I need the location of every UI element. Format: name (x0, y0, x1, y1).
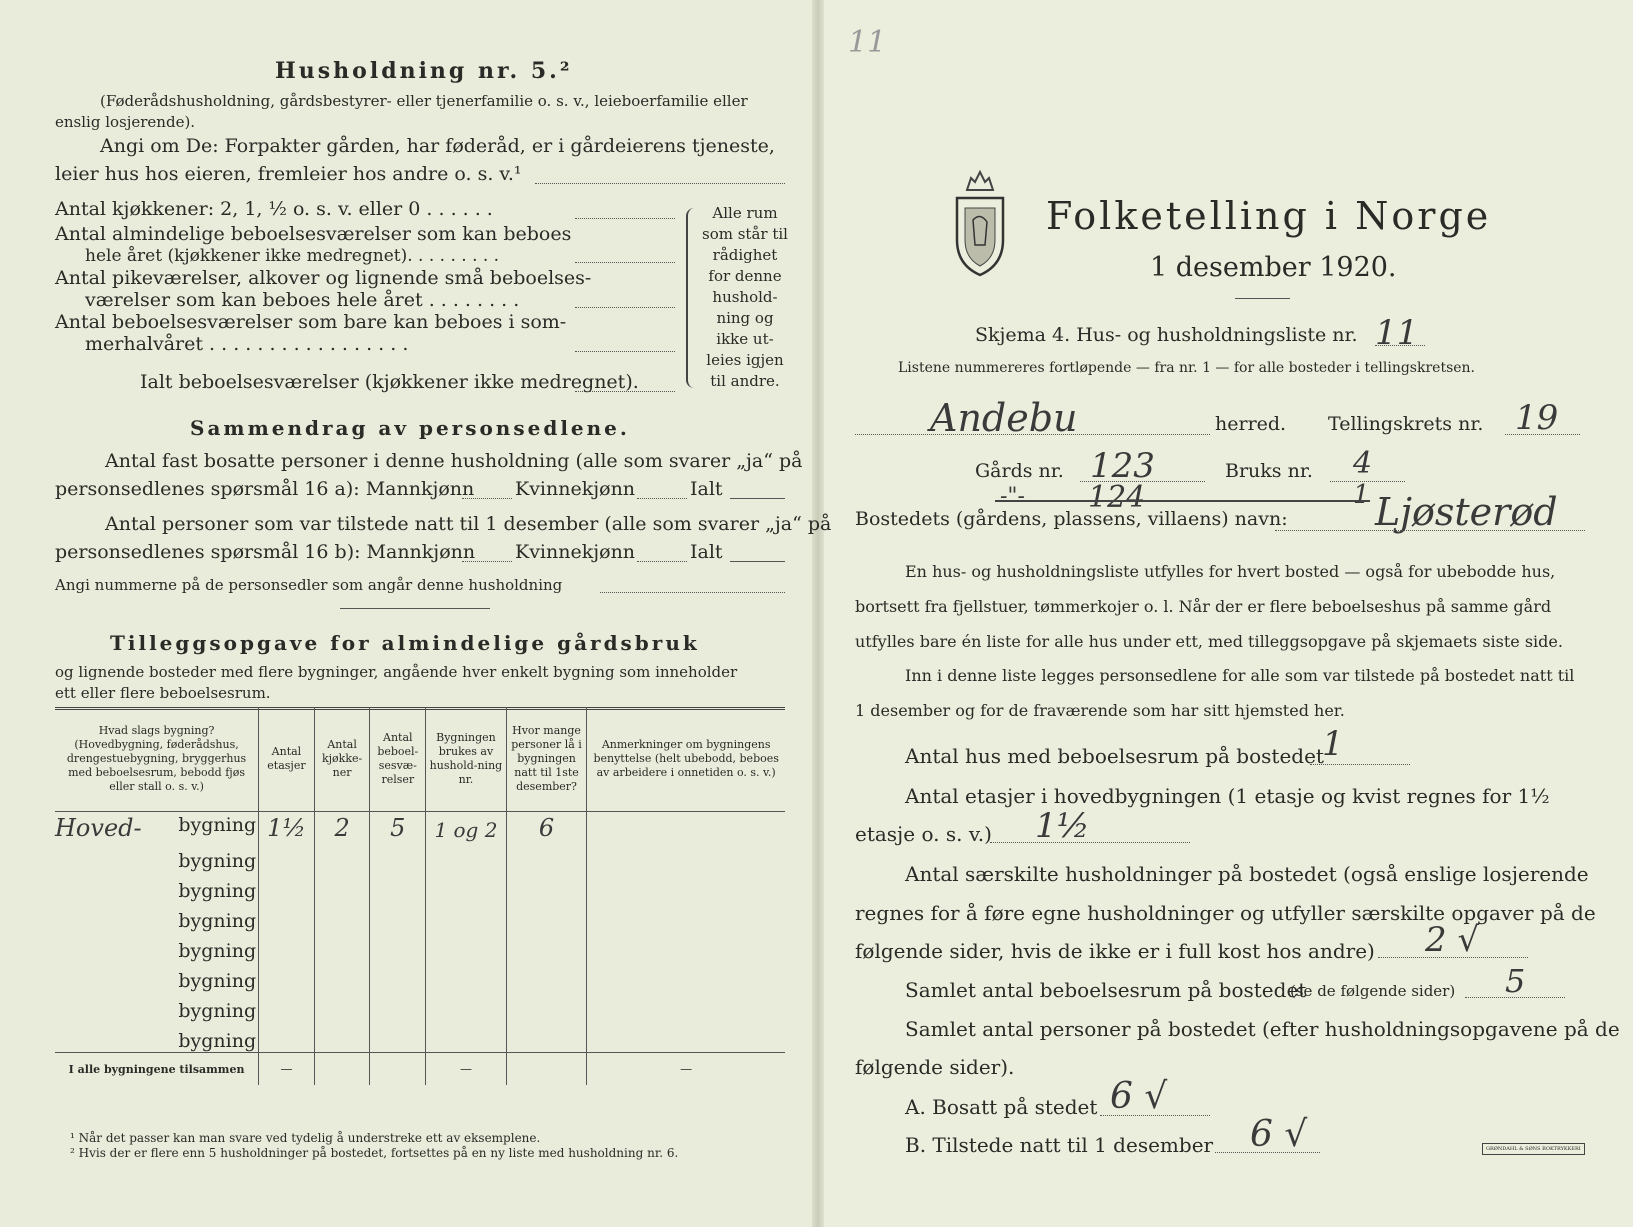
summary-b-total: Ialt (690, 541, 723, 563)
hush-value[interactable]: 2 √ (1425, 920, 1480, 960)
husholdning-cell[interactable] (426, 1022, 507, 1053)
brace-note-line: ning og (716, 309, 774, 327)
tilstede-line (1215, 1152, 1320, 1153)
footnote-1: ¹ Når det passer kan man svare ved tydelig å understreke ett av eksemplene. (70, 1131, 541, 1145)
kjokken-cell[interactable] (314, 962, 370, 992)
brace-note-line: hushold- (712, 288, 778, 306)
rum-cell[interactable] (370, 962, 426, 992)
samlet-pers-label-2: følgende sider). (855, 1055, 1015, 1079)
pike-answer-line[interactable] (575, 307, 675, 308)
personer-cell[interactable] (506, 962, 587, 992)
summary-title: Sammendrag av personsedlene. (190, 416, 630, 440)
total-cell[interactable]: — (259, 1053, 315, 1086)
summary-b-female: Kvinnekjønn (515, 541, 636, 563)
remarks-cell[interactable] (587, 1022, 785, 1053)
table-header-3: Antal beboel-sesvæ-relser (370, 707, 426, 812)
remarks-cell[interactable] (587, 992, 785, 1022)
corner-mark: 11 (848, 25, 887, 60)
samlet-pers-label-1: Samlet antal personer på bostedet (efter husholdningsopgavene på de (905, 1017, 1620, 1041)
title-divider (1235, 298, 1290, 299)
kitchens-answer-line[interactable] (575, 218, 675, 219)
rooms-answer-line[interactable] (575, 262, 675, 263)
hus-label: Antal hus med beboelsesrum på bostedet (905, 744, 1324, 768)
husholdning-cell[interactable] (426, 992, 507, 1022)
personer-cell[interactable] (506, 902, 587, 932)
kjokken-cell[interactable]: 2 (314, 812, 370, 843)
bosatt-value[interactable]: 6 √ (1110, 1076, 1168, 1117)
kjokken-cell[interactable] (314, 872, 370, 902)
husholdning-cell[interactable] (426, 842, 507, 872)
table-header-6: Anmerkninger om bygningens benyttelse (helt ubebodd, beboes av arbeidere i onnetiden o. s. v.) (587, 707, 785, 812)
brace-note-line: rådighet (712, 246, 778, 264)
summer-answer-line[interactable] (575, 351, 675, 352)
hush-label-3: følgende sider, hvis de ikke er i full kost hos andre) (855, 939, 1375, 963)
rum-cell[interactable]: 5 (370, 812, 426, 843)
summary-a-total: Ialt (690, 478, 723, 500)
bosted-label: Bostedets (gårdens, plassens, villaens) navn: (855, 508, 1288, 530)
pike-label-1: Antal pikeværelser, alkover og lignende små beboelses- (55, 267, 592, 289)
husholdning-cell[interactable] (426, 872, 507, 902)
summary-b-male-line[interactable] (462, 561, 512, 562)
total-cell[interactable] (370, 1053, 426, 1086)
total-cell[interactable]: — (426, 1053, 507, 1086)
brace (686, 208, 696, 388)
etasjer-cell[interactable] (259, 902, 315, 932)
coat-of-arms-icon (945, 160, 1015, 280)
total-rooms-label: Ialt beboelsesværelser (kjøkkener ikke medregnet). (140, 371, 639, 393)
table-row (55, 962, 785, 992)
table-row (55, 842, 785, 872)
summary-b-1: Antal personer som var tilstede natt til 1 desember (alle som svarer „ja“ på (105, 513, 832, 535)
bosted-value[interactable]: Ljøsterød (1375, 490, 1558, 534)
schema-label: Skjema 4. Hus- og husholdningsliste nr. (975, 324, 1358, 346)
summary-b-female-line[interactable] (637, 561, 687, 562)
building-type-cell[interactable]: bygning (55, 932, 259, 962)
question-angi-1: Angi om De: Forpakter gården, har føderåd, er i gårdeierens tjeneste, (100, 135, 775, 157)
angi-answer-line[interactable] (535, 183, 785, 184)
brace-note-line: som står til (702, 225, 788, 243)
census-title: Folketelling i Norge (1046, 194, 1492, 238)
rum-cell[interactable] (370, 902, 426, 932)
etasjer-label-2: etasje o. s. v.) (855, 822, 992, 846)
brace-note-line: Alle rum (712, 204, 778, 222)
instruction-4: Inn i denne liste legges personsedlene for alle som var tilstede på bostedet natt til (905, 666, 1575, 685)
hus-value[interactable]: 1 (1322, 724, 1344, 764)
census-date: 1 desember 1920. (1150, 252, 1397, 283)
remarks-cell[interactable] (587, 902, 785, 932)
rooms-label-2: hele året (kjøkkener ikke medregnet). . . . . . . . . (85, 246, 500, 266)
kjokken-cell[interactable] (314, 842, 370, 872)
building-type-cell[interactable]: bygning (55, 842, 259, 872)
samlet-rum-note: (se de følgende sider) (1290, 982, 1456, 1000)
summary-b-total-line[interactable] (730, 561, 785, 562)
personer-cell[interactable] (506, 872, 587, 902)
total-cell[interactable]: — (587, 1053, 785, 1086)
numbers-answer-line[interactable] (600, 592, 785, 593)
bruks-label: Bruks nr. (1225, 460, 1313, 482)
remarks-cell[interactable] (587, 872, 785, 902)
bosatt-line (1100, 1115, 1210, 1116)
krets-line (1505, 434, 1580, 435)
building-type-cell[interactable] (55, 812, 259, 843)
personer-cell[interactable] (506, 1022, 587, 1053)
table-header-0: Hvad slags bygning? (Hovedbygning, føderådshus, drengestuebygning, bryggerhus med beboelsesrum, bebodd fjøs eller stall o. s. v.) (55, 707, 259, 812)
building-type-cell[interactable]: bygning (55, 992, 259, 1022)
building-type-cell[interactable]: bygning (55, 962, 259, 992)
samlet-rum-line (1465, 997, 1565, 998)
table-row (55, 1022, 785, 1053)
samlet-rum-label: Samlet antal beboelsesrum på bostedet (905, 978, 1307, 1002)
summary-b-2: personsedlenes spørsmål 16 b): Mannkjønn (55, 541, 476, 563)
bosted-line (1275, 530, 1585, 531)
etasjer-cell[interactable] (259, 1022, 315, 1053)
building-type-cell[interactable]: bygning (55, 902, 259, 932)
remarks-cell[interactable] (587, 812, 785, 843)
krets-label: Tellingskrets nr. (1328, 413, 1484, 435)
etasjer-cell[interactable]: 1½ (259, 812, 315, 843)
personer-cell[interactable] (506, 932, 587, 962)
table-row (55, 902, 785, 932)
tilstede-label: B. Tilstede natt til 1 desember (905, 1133, 1214, 1157)
rum-cell[interactable] (370, 932, 426, 962)
etasjer-value[interactable]: 1½ (1035, 806, 1090, 846)
rum-cell[interactable] (370, 992, 426, 1022)
personer-cell[interactable]: 6 (506, 812, 587, 843)
husholdning-cell[interactable] (426, 962, 507, 992)
gards-value[interactable]: 123 (1090, 446, 1155, 486)
numbers-line-label: Angi nummerne på de personsedler som angår denne husholdning (55, 576, 563, 594)
rum-cell[interactable] (370, 1022, 426, 1053)
building-suffix: bygning (178, 814, 257, 836)
table-row (55, 932, 785, 962)
rum-cell[interactable] (370, 842, 426, 872)
summary-a-total-line[interactable] (730, 498, 785, 499)
table-header-5: Hvor mange personer lå i bygningen natt til 1ste desember? (506, 707, 587, 812)
summary-a-male-line[interactable] (462, 498, 512, 499)
bosatt-label: A. Bosatt på stedet (905, 1095, 1098, 1119)
kitchens-label: Antal kjøkkener: 2, 1, ½ o. s. v. eller 0 . . . . . . (55, 198, 493, 220)
instruction-1: En hus- og husholdningsliste utfylles for hvert bosted — også for ubebodde hus, (905, 562, 1556, 581)
brace-note-line: for denne (708, 267, 782, 285)
table-total-row (55, 1053, 785, 1086)
hush-label-2: regnes for å føre egne husholdninger og utfyller særskilte opgaver på de (855, 901, 1596, 925)
bruks-value-2[interactable]: 1 (1353, 480, 1370, 510)
kjokken-cell[interactable] (314, 1022, 370, 1053)
gards-label: Gårds nr. (975, 460, 1064, 482)
etasjer-line (990, 842, 1190, 843)
extra-desc-2: ett eller flere beboelsesrum. (55, 684, 271, 702)
husholdning-cell[interactable]: 1 og 2 (426, 812, 507, 843)
table-row (55, 992, 785, 1022)
household-note-2: enslig losjerende). (55, 113, 196, 131)
gards-value-2[interactable]: 124 (1088, 480, 1146, 515)
ditto-mark: -"- (1000, 484, 1025, 509)
brace-note-line: leies igjen (706, 351, 784, 369)
etasjer-cell[interactable] (259, 932, 315, 962)
herred-value[interactable]: Andebu (930, 396, 1078, 440)
household-title: Husholdning nr. 5.² (275, 58, 573, 84)
remarks-cell[interactable] (587, 842, 785, 872)
total-rooms-answer-line[interactable] (575, 391, 675, 392)
pike-label-2: værelser som kan beboes hele året . . . . . . . . (85, 289, 520, 311)
summary-a-female-line[interactable] (637, 498, 687, 499)
building-table (55, 707, 785, 1085)
extra-desc-1: og lignende bosteder med flere bygninger, angående hver enkelt bygning som inneholder (55, 663, 738, 681)
building-table-header (55, 707, 785, 812)
kjokken-cell[interactable] (314, 902, 370, 932)
rooms-label-1: Antal almindelige beboelsesværelser som kan beboes (55, 223, 572, 245)
total-cell[interactable] (506, 1053, 587, 1086)
footnote-2: ² Hvis der er flere enn 5 husholdninger på bostedet, fortsettes på en ny liste med husholdning nr. 6. (70, 1146, 679, 1160)
remarks-cell[interactable] (587, 932, 785, 962)
personer-cell[interactable] (506, 992, 587, 1022)
table-header-4: Bygningen brukes av hushold-ning nr. (426, 707, 507, 812)
summary-a-1: Antal fast bosatte personer i denne husholdning (alle som svarer „ja“ på (105, 450, 803, 472)
krets-value[interactable]: 19 (1515, 398, 1559, 438)
summer-label-1: Antal beboelsesværelser som bare kan beboes i som- (55, 311, 567, 333)
total-cell[interactable] (314, 1053, 370, 1086)
etasjer-cell[interactable] (259, 962, 315, 992)
kjokken-cell[interactable] (314, 992, 370, 1022)
herred-line (855, 434, 1210, 435)
table-row (55, 812, 785, 843)
bruks-value[interactable]: 4 (1353, 446, 1373, 481)
total-label: I alle bygningene tilsammen (55, 1053, 259, 1086)
building-type-cell[interactable]: bygning (55, 1022, 259, 1053)
etasjer-cell[interactable] (259, 992, 315, 1022)
kjokken-cell[interactable] (314, 932, 370, 962)
etasjer-cell[interactable] (259, 872, 315, 902)
hush-label-1: Antal særskilte husholdninger på bostedet (også enslige losjerende (905, 862, 1589, 886)
table-header-2: Antal kjøkke-ner (314, 707, 370, 812)
brace-note (700, 203, 790, 392)
table-row (55, 872, 785, 902)
household-note: (Føderådshusholdning, gårdsbestyrer- eller tjenerfamilie o. s. v., leieboerfamilie eller (100, 92, 748, 110)
husholdning-cell[interactable] (426, 902, 507, 932)
schema-number[interactable]: 11 (1375, 313, 1419, 353)
remarks-cell[interactable] (587, 962, 785, 992)
summary-a-2: personsedlenes spørsmål 16 a): Mannkjønn (55, 478, 475, 500)
numbering-note: Listene nummereres fortløpende — fra nr. 1 — for alle bosteder i tellingskretsen. (898, 360, 1476, 376)
instruction-3: utfylles bare én liste for alle hus under ett, med tilleggsopgave på skjemaets siste side. (855, 632, 1563, 651)
rum-cell[interactable] (370, 872, 426, 902)
brace-note-line: til andre. (710, 372, 780, 390)
samlet-rum-value[interactable]: 5 (1505, 962, 1526, 1000)
etasjer-label-1: Antal etasjer i hovedbygningen (1 etasje og kvist regnes for 1½ (905, 784, 1550, 808)
page-fold (812, 0, 824, 1227)
table-header-1: Antal etasjer (259, 707, 315, 812)
schema-number-line (1375, 345, 1425, 346)
brace-note-line: ikke ut- (716, 330, 774, 348)
herred-label: herred. (1215, 413, 1287, 435)
building-type-prefix: Hoved- (55, 814, 142, 842)
tilstede-value[interactable]: 6 √ (1250, 1114, 1308, 1155)
etasjer-cell[interactable] (259, 842, 315, 872)
hush-line (1378, 957, 1528, 958)
summary-a-female: Kvinnekjønn (515, 478, 636, 500)
hus-line (1310, 764, 1410, 765)
husholdning-cell[interactable] (426, 932, 507, 962)
question-angi-2: leier hus hos eieren, fremleier hos andre o. s. v.¹ (55, 163, 522, 185)
strike-line (995, 500, 1370, 502)
building-type-cell[interactable]: bygning (55, 872, 259, 902)
printer-stamp: GRØNDAHL & SØNS BOKTRYKKERI (1482, 1143, 1585, 1155)
instruction-2: bortsett fra fjellstuer, tømmerkojer o. l. Når der er flere beboelseshus på samme gård (855, 597, 1552, 616)
personer-cell[interactable] (506, 842, 587, 872)
summer-label-2: merhalvåret . . . . . . . . . . . . . . . . . (85, 333, 409, 355)
extra-title: Tilleggsopgave for almindelige gårdsbruk (110, 631, 700, 655)
section-divider (340, 608, 490, 609)
instruction-5: 1 desember og for de fraværende som har sitt hjemsted her. (855, 701, 1345, 720)
